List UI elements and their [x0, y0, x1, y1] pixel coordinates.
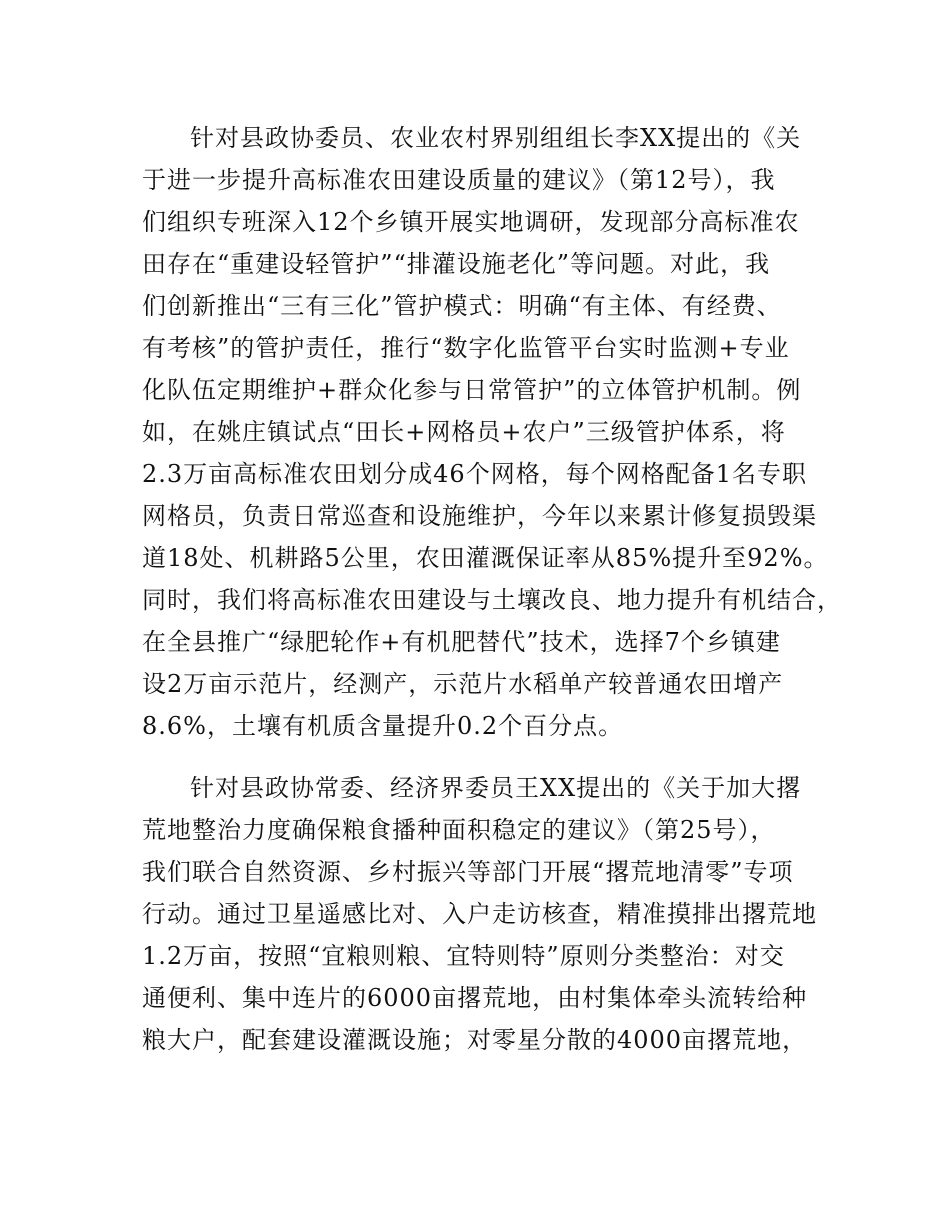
- text-line: 如，在姚庄镇试点“田长+网格员+农户”三级管护体系，将: [142, 418, 786, 446]
- text-line: 荒地整治力度确保粮食播种面积稳定的建议》（第25号），: [142, 816, 776, 844]
- text-line: 针对县政协常委、经济界委员王XX提出的《关于加大撂: [190, 774, 802, 802]
- text-line: 有考核”的管护责任，推行“数字化监管平台实时监测+专业: [142, 334, 790, 362]
- text-line: 网格员，负责日常巡查和设施维护，今年以来累计修复损毁渠: [142, 502, 817, 530]
- text-line: 行动。通过卫星遥感比对、入户走访核查，精准摸排出撂荒地: [142, 900, 817, 928]
- text-line: 粮大户，配套建设灌溉设施；对零星分散的4000亩撂荒地，: [142, 1026, 808, 1054]
- text-line: 针对县政协委员、农业农村界别组组长李XX提出的《关: [190, 124, 802, 152]
- text-line: 2.3万亩高标准农田划分成46个网格，每个网格配备1名专职: [142, 460, 807, 488]
- text-line: 在全县推广“绿肥轮作+有机肥替代”技术，选择7个乡镇建: [142, 628, 781, 656]
- text-line: 们创新推出“三有三化”管护模式：明确“有主体、有经费、: [142, 292, 782, 320]
- text-line: 们组织专班深入12个乡镇开展实地调研，发现部分高标准农: [142, 208, 800, 236]
- text-line: 同时，我们将高标准农田建设与土壤改良、地力提升有机结合，: [142, 586, 842, 614]
- text-line: 化队伍定期维护+群众化参与日常管护”的立体管护机制。例: [142, 376, 802, 404]
- text-line: 设2万亩示范片，经测产，示范片水稻单产较普通农田增产: [142, 670, 784, 698]
- text-line: 于进一步提升高标准农田建设质量的建议》（第12号），我: [142, 166, 776, 194]
- text-line: 田存在“重建设轻管护”“排灌设施老化”等问题。对此，我: [142, 250, 771, 278]
- text-line: 我们联合自然资源、乡村振兴等部门开展“撂荒地清零”专项: [142, 858, 794, 886]
- text-line: 通便利、集中连片的6000亩撂荒地，由村集体牵头流转给种: [142, 984, 808, 1012]
- text-line: 8.6%，土壤有机质含量提升0.2个百分点。: [142, 712, 624, 740]
- text-line: 1.2万亩，按照“宜粮则粮、宜特则特”原则分类整治：对交: [142, 942, 785, 970]
- text-line: 道18处、机耕路5公里，农田灌溉保证率从85%提升至92%。: [142, 544, 829, 572]
